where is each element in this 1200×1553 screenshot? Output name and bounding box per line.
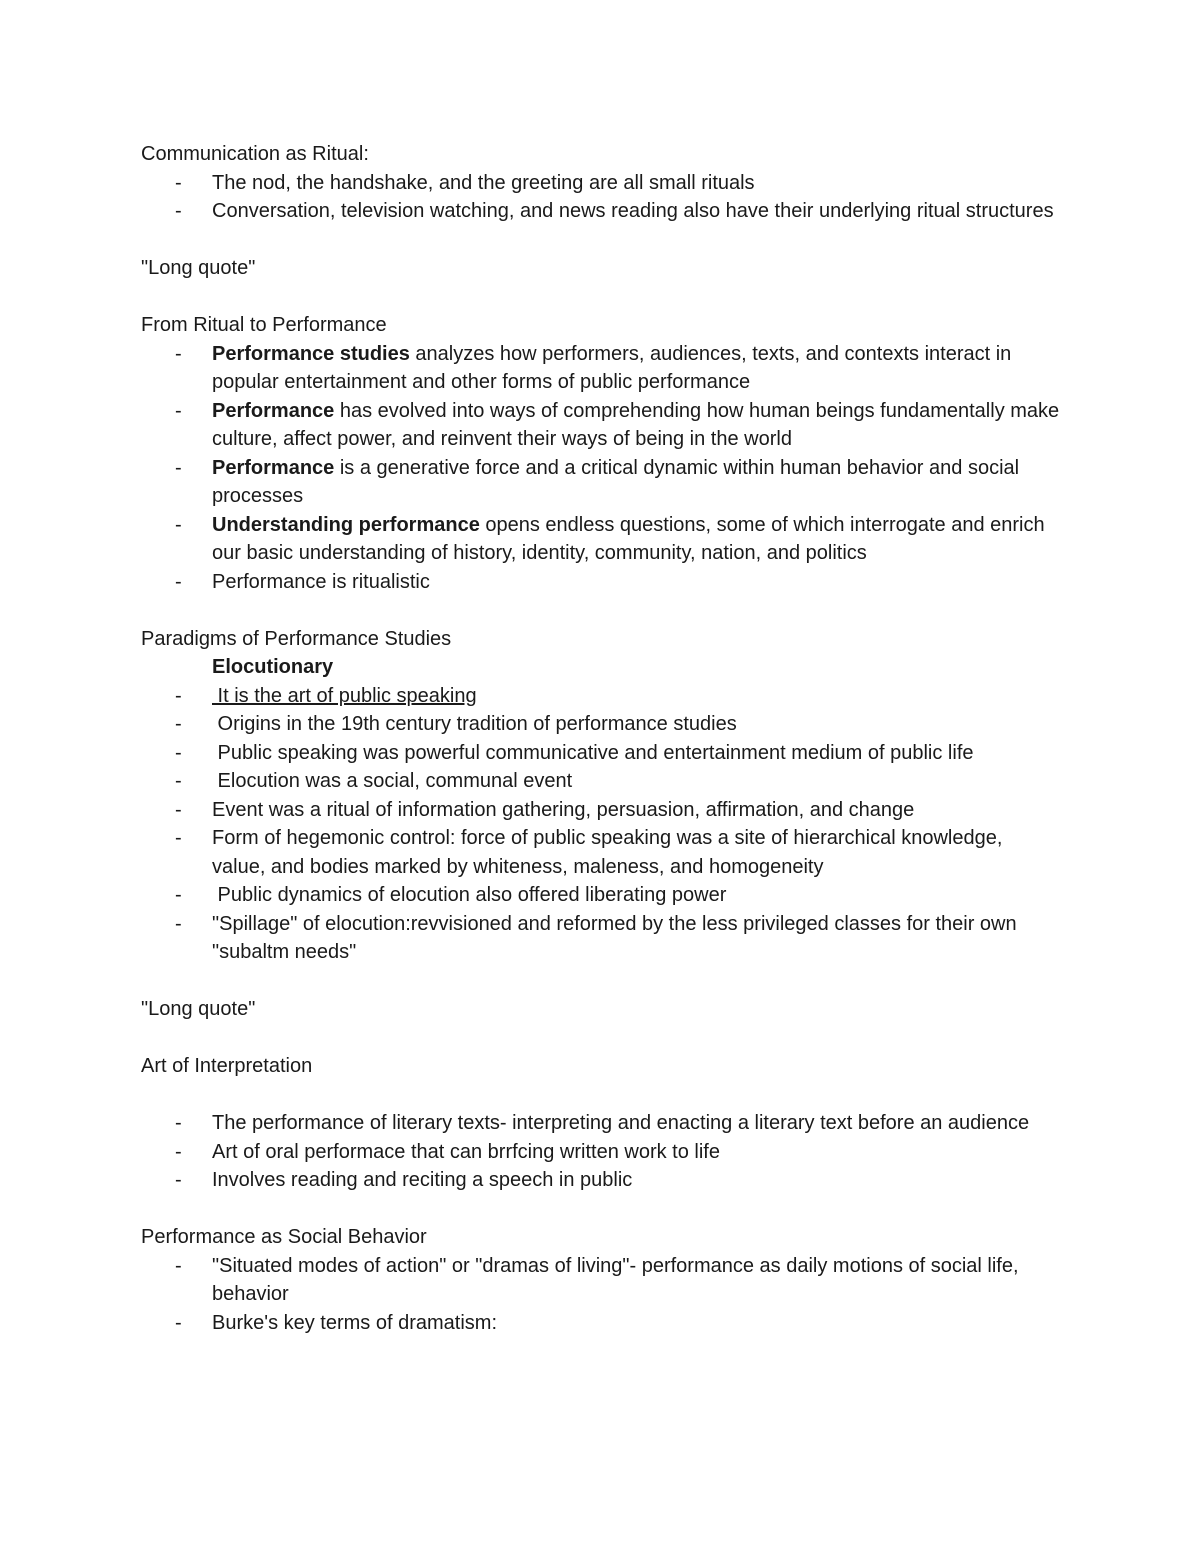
list-item	[141, 739, 1061, 768]
item-text: Origins in the 19th century tradition of performance studies	[212, 713, 737, 735]
item-text: has evolved into ways of comprehending how human beings fundamentally make culture, affect power, and reinvent their ways of being in the world	[212, 399, 1060, 450]
list-item	[141, 767, 1061, 796]
list-item: - Art of oral performace that can brrfcing written work to life	[141, 1138, 1061, 1167]
item-text: analyzes how performers, audiences, texts, and contexts interact in popular entertainment and other forms of public performance	[212, 342, 1012, 393]
bullet-list-social-behavior	[141, 1252, 1061, 1338]
underlined-text: It is the art of public speaking	[212, 684, 477, 707]
list-item	[141, 454, 1061, 511]
long-quote-placeholder: "Long quote"	[141, 998, 256, 1020]
bullet-list-communication	[141, 169, 1061, 226]
spacer	[141, 1024, 1061, 1053]
item-text: Elocution was a social, communal event	[212, 770, 573, 792]
list-item	[141, 568, 1061, 597]
section-heading-art-of-interpretation: Art of Interpretation	[141, 1055, 313, 1077]
item-text: Public speaking was powerful communicative and entertainment medium of public life	[212, 741, 974, 764]
spacer	[141, 226, 1061, 255]
list-item: - Conversation, television watching, and news reading also have their underlying ritual structures	[141, 197, 1061, 226]
long-quote-placeholder: "Long quote"	[141, 257, 256, 279]
section-heading-social-behavior: Performance as Social Behavior	[141, 1226, 427, 1248]
document-page	[141, 140, 1061, 1337]
list-item	[141, 881, 1061, 910]
spacer	[141, 1195, 1061, 1224]
list-item: - Form of hegemonic control: force of public speaking was a site of hierarchical knowledge, value, and bodies marked by whiteness, maleness, and homogeneity	[141, 824, 1061, 881]
bold-term: Performance	[212, 399, 335, 422]
bullet-list-elocutionary	[141, 682, 1061, 967]
spacer	[141, 596, 1061, 625]
list-item: - Involves reading and reciting a speech in public	[141, 1166, 1061, 1195]
list-item: - Burke's key terms of dramatism:	[141, 1309, 1061, 1338]
item-text: Public dynamics of elocution also offered liberating power	[212, 884, 727, 906]
item-text: Performance is ritualistic	[212, 570, 430, 593]
section-heading-communication-as-ritual: Communication as Ritual:	[141, 143, 369, 165]
list-item	[141, 710, 1061, 739]
list-item: - The performance of literary texts- interpreting and enacting a literary text before an audience	[141, 1109, 1061, 1138]
spacer	[141, 283, 1061, 312]
bold-term: Performance	[212, 456, 335, 479]
subheading-elocutionary: Elocutionary	[212, 656, 334, 678]
list-item: - The nod, the handshake, and the greeting are all small rituals	[141, 169, 1061, 198]
section-heading-paradigms: Paradigms of Performance Studies	[141, 627, 452, 650]
list-item	[141, 511, 1061, 568]
item-text: opens endless questions, some of which interrogate and enrich our basic understanding of history, identity, community, nation, and politics	[212, 513, 1045, 564]
spacer	[141, 1081, 1061, 1110]
spacer	[141, 967, 1061, 996]
item-text: is a generative force and a critical dynamic within human behavior and social processes	[212, 456, 1020, 507]
bullet-list-interpretation	[141, 1109, 1061, 1195]
bold-term: Performance studies	[212, 342, 410, 365]
list-item	[141, 682, 1061, 711]
bullet-list-ritual-to-performance	[141, 340, 1061, 597]
list-item: - Event was a ritual of information gathering, persuasion, affirmation, and change	[141, 796, 1061, 825]
list-item: - "Spillage" of elocution:revvisioned and reformed by the less privileged classes for their own "subaltm needs"	[141, 910, 1061, 967]
bold-term: Understanding performance	[212, 513, 480, 536]
list-item	[141, 397, 1061, 454]
list-item	[141, 340, 1061, 397]
list-item: - "Situated modes of action" or "dramas of living"- performance as daily motions of social life, behavior	[141, 1252, 1061, 1309]
section-heading-ritual-to-performance: From Ritual to Performance	[141, 314, 387, 336]
